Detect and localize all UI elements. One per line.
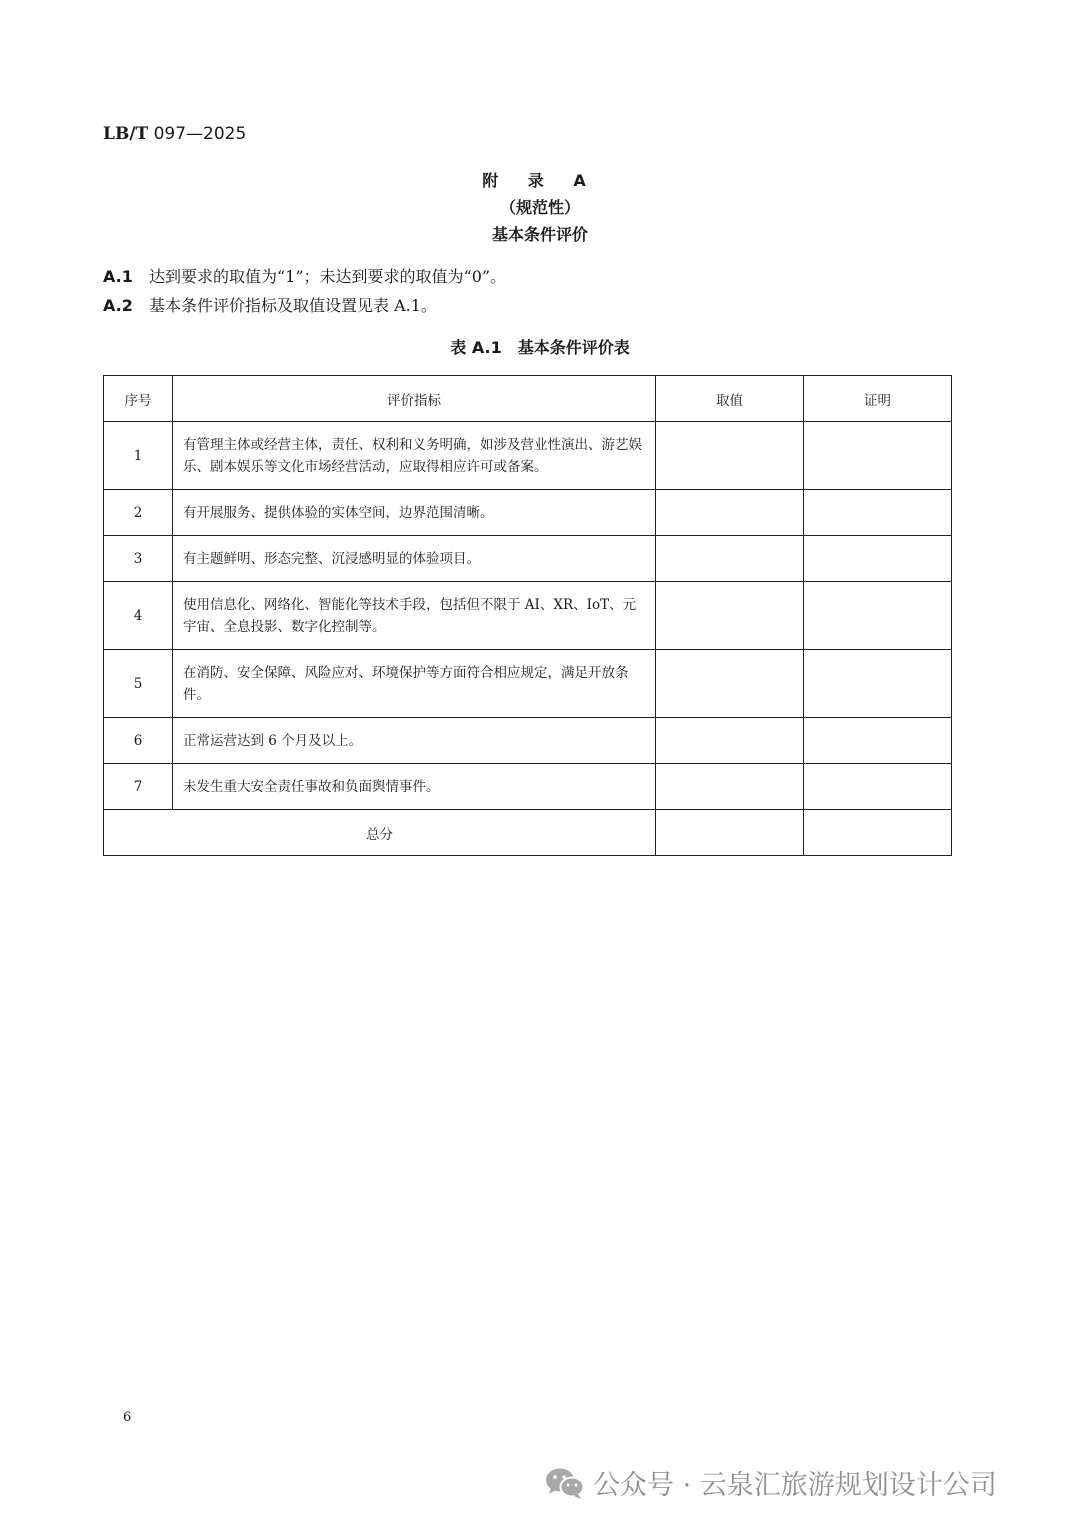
row-number: 5 [104,650,173,718]
proof-cell[interactable] [804,582,952,650]
header-criterion: 评价指标 [173,376,656,422]
row-criterion: 正常运营达到 6 个月及以上。 [173,718,656,764]
appendix-title: 附 录 A [482,171,598,190]
score-cell[interactable] [656,582,804,650]
appendix-nature: （规范性） [499,198,580,217]
row-number: 7 [104,764,173,810]
table-row [104,536,952,582]
standard-code-number: 097—2025 [148,124,247,144]
table-row [104,650,952,718]
table-total-row [104,810,952,856]
page-number: 6 [123,1410,132,1425]
proof-cell[interactable] [804,490,952,536]
proof-cell[interactable] [804,650,952,718]
row-criterion: 未发生重大安全责任事故和负面舆情事件。 [173,764,656,810]
watermark [545,1463,997,1502]
clause-number: A.2 [103,296,133,315]
score-cell[interactable] [656,422,804,490]
score-cell[interactable] [656,650,804,718]
row-number: 2 [104,490,173,536]
total-score-cell[interactable] [656,810,804,856]
table-row [104,582,952,650]
row-criterion: 有主题鲜明、形态完整、沉浸感明显的体验项目。 [173,536,656,582]
header-serial: 序号 [104,376,173,422]
score-cell[interactable] [656,718,804,764]
watermark-text: 公众号 · 云泉汇旅游规划设计公司 [593,1470,997,1501]
clause-text: 基本条件评价指标及取值设置见表 A.1。 [149,296,437,315]
standard-code [103,124,246,144]
clause-text: 达到要求的取值为“1”；未达到要求的取值为“0”。 [149,267,507,286]
total-label: 总分 [104,810,656,856]
proof-cell[interactable] [804,764,952,810]
table-header-row [104,376,952,422]
row-criterion: 有管理主体或经营主体，责任、权利和义务明确，如涉及营业性演出、游艺娱乐、剧本娱乐等文化市场经营活动，应取得相应许可或备案。 [173,422,656,490]
clause-a2 [103,293,437,316]
table-row [104,718,952,764]
header-score: 取值 [656,376,804,422]
total-proof-cell[interactable] [804,810,952,856]
header-proof: 证明 [804,376,952,422]
proof-cell[interactable] [804,718,952,764]
row-criterion: 有开展服务、提供体验的实体空间，边界范围清晰。 [173,490,656,536]
evaluation-table [103,375,952,856]
clause-a1 [103,264,506,287]
row-number: 6 [104,718,173,764]
row-criterion: 在消防、安全保障、风险应对、环境保护等方面符合相应规定，满足开放条件。 [173,650,656,718]
score-cell[interactable] [656,536,804,582]
clause-number: A.1 [103,267,133,286]
row-number: 1 [104,422,173,490]
table-row [104,490,952,536]
proof-cell[interactable] [804,422,952,490]
wechat-icon [545,1466,585,1500]
table-row [104,422,952,490]
row-number: 4 [104,582,173,650]
proof-cell[interactable] [804,536,952,582]
appendix-subject: 基本条件评价 [491,225,588,244]
score-cell[interactable] [656,490,804,536]
row-criterion: 使用信息化、网络化、智能化等技术手段，包括但不限于 AI、XR、IoT、元宇宙、全息投影、数字化控制等。 [173,582,656,650]
row-number: 3 [104,536,173,582]
score-cell[interactable] [656,764,804,810]
table-row [104,764,952,810]
table-caption: 表 A.1 基本条件评价表 [450,338,630,357]
standard-code-prefix: LB/T [103,124,149,144]
